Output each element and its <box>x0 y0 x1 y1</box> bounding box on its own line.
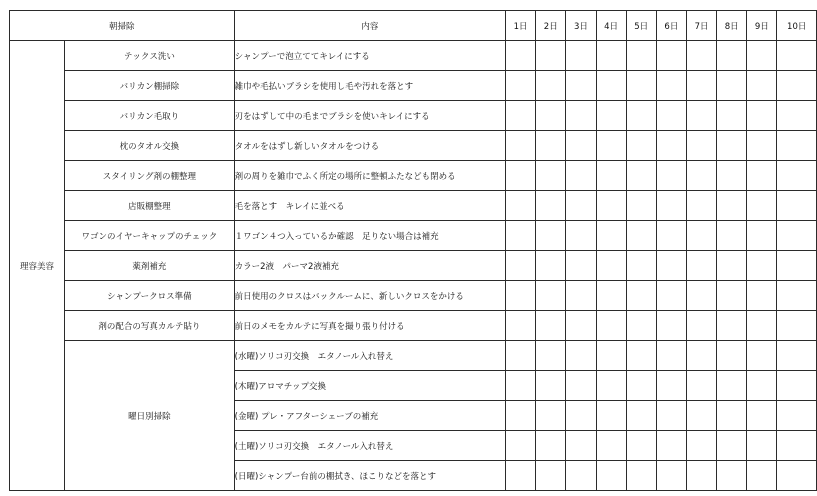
check-cell[interactable] <box>596 191 626 221</box>
check-cell[interactable] <box>536 281 566 311</box>
weekday-content: (日曜)シャンプー台前の棚拭き、ほこりなどを落とす <box>234 461 505 491</box>
check-cell[interactable] <box>506 161 536 191</box>
check-cell[interactable] <box>536 431 566 461</box>
check-cell[interactable] <box>506 251 536 281</box>
check-cell[interactable] <box>686 341 716 371</box>
check-cell[interactable] <box>596 281 626 311</box>
check-cell[interactable] <box>777 341 817 371</box>
check-cell[interactable] <box>626 41 656 71</box>
check-cell[interactable] <box>656 431 686 461</box>
check-cell[interactable] <box>747 371 777 401</box>
check-cell[interactable] <box>747 71 777 101</box>
header-day-4: 4日 <box>596 11 626 41</box>
task-name: バリカン毛取り <box>65 101 235 131</box>
check-cell[interactable] <box>596 431 626 461</box>
check-cell[interactable] <box>686 311 716 341</box>
task-name: 薬剤補充 <box>65 251 235 281</box>
check-cell[interactable] <box>626 311 656 341</box>
check-cell[interactable] <box>596 251 626 281</box>
check-cell[interactable] <box>566 461 596 491</box>
header-day-5: 5日 <box>626 11 656 41</box>
check-cell[interactable] <box>717 341 747 371</box>
check-cell[interactable] <box>656 371 686 401</box>
header-day-8: 8日 <box>717 11 747 41</box>
check-cell[interactable] <box>656 131 686 161</box>
check-cell[interactable] <box>747 281 777 311</box>
weekday-content: (金曜) プレ・アフターシェーブの補充 <box>234 401 505 431</box>
check-cell[interactable] <box>626 161 656 191</box>
check-cell[interactable] <box>686 191 716 221</box>
check-cell[interactable] <box>536 251 566 281</box>
check-cell[interactable] <box>656 281 686 311</box>
task-name: 剤の配合の写真カルテ貼り <box>65 311 235 341</box>
check-cell[interactable] <box>656 101 686 131</box>
check-cell[interactable] <box>506 311 536 341</box>
check-cell[interactable] <box>536 131 566 161</box>
check-cell[interactable] <box>777 191 817 221</box>
check-cell[interactable] <box>686 41 716 71</box>
check-cell[interactable] <box>747 131 777 161</box>
weekday-content: (木曜)アロマチップ交換 <box>234 371 505 401</box>
check-cell[interactable] <box>777 131 817 161</box>
check-cell[interactable] <box>536 401 566 431</box>
check-cell[interactable] <box>626 131 656 161</box>
check-cell[interactable] <box>717 251 747 281</box>
check-cell[interactable] <box>656 41 686 71</box>
task-name: ワゴンのイヤーキャップのチェック <box>65 221 235 251</box>
task-name-weekday: 曜日別掃除 <box>65 341 235 491</box>
check-cell[interactable] <box>656 161 686 191</box>
check-cell[interactable] <box>566 401 596 431</box>
table-row <box>10 281 817 311</box>
check-cell[interactable] <box>686 221 716 251</box>
check-cell[interactable] <box>747 311 777 341</box>
table-row <box>10 161 817 191</box>
check-cell[interactable] <box>536 311 566 341</box>
check-cell[interactable] <box>626 101 656 131</box>
check-cell[interactable] <box>686 101 716 131</box>
check-cell[interactable] <box>656 311 686 341</box>
check-cell[interactable] <box>686 431 716 461</box>
check-cell[interactable] <box>536 71 566 101</box>
check-cell[interactable] <box>566 191 596 221</box>
check-cell[interactable] <box>596 71 626 101</box>
check-cell[interactable] <box>566 71 596 101</box>
check-cell[interactable] <box>596 371 626 401</box>
header-content: 内容 <box>234 11 505 41</box>
task-content: シャンプーで泡立ててキレイにする <box>234 41 505 71</box>
check-cell[interactable] <box>626 401 656 431</box>
cleaning-checklist-table <box>9 10 817 491</box>
check-cell[interactable] <box>566 221 596 251</box>
check-cell[interactable] <box>747 341 777 371</box>
check-cell[interactable] <box>596 131 626 161</box>
check-cell[interactable] <box>506 371 536 401</box>
check-cell[interactable] <box>656 401 686 431</box>
table-row <box>10 131 817 161</box>
task-name: 枕のタオル交換 <box>65 131 235 161</box>
header-day-2: 2日 <box>536 11 566 41</box>
header-day-6: 6日 <box>656 11 686 41</box>
table-row <box>10 251 817 281</box>
table-row <box>10 341 817 371</box>
header-day-10: 10日 <box>777 11 817 41</box>
check-cell[interactable] <box>717 401 747 431</box>
header-day-9: 9日 <box>747 11 777 41</box>
task-name: スタイリング剤の棚整理 <box>65 161 235 191</box>
check-cell[interactable] <box>566 341 596 371</box>
task-content: 前日のメモをカルテに写真を撮り張り付ける <box>234 311 505 341</box>
check-cell[interactable] <box>506 131 536 161</box>
check-cell[interactable] <box>656 251 686 281</box>
check-cell[interactable] <box>536 101 566 131</box>
check-cell[interactable] <box>686 401 716 431</box>
task-name: シャンプークロス準備 <box>65 281 235 311</box>
header-row <box>10 11 817 41</box>
check-cell[interactable] <box>596 401 626 431</box>
header-day-7: 7日 <box>686 11 716 41</box>
check-cell[interactable] <box>777 461 817 491</box>
check-cell[interactable] <box>656 221 686 251</box>
check-cell[interactable] <box>566 431 596 461</box>
check-cell[interactable] <box>777 161 817 191</box>
task-name: 店販棚整理 <box>65 191 235 221</box>
check-cell[interactable] <box>626 71 656 101</box>
table-row <box>10 101 817 131</box>
task-name: テックス洗い <box>65 41 235 71</box>
check-cell[interactable] <box>626 281 656 311</box>
header-day-1: 1日 <box>506 11 536 41</box>
check-cell[interactable] <box>717 281 747 311</box>
check-cell[interactable] <box>686 251 716 281</box>
check-cell[interactable] <box>717 221 747 251</box>
check-cell[interactable] <box>747 401 777 431</box>
check-cell[interactable] <box>626 251 656 281</box>
check-cell[interactable] <box>747 461 777 491</box>
check-cell[interactable] <box>717 311 747 341</box>
check-cell[interactable] <box>777 101 817 131</box>
check-cell[interactable] <box>596 221 626 251</box>
check-cell[interactable] <box>777 251 817 281</box>
weekday-content: (土曜)ソリコ刃交換 エタノール入れ替え <box>234 431 505 461</box>
check-cell[interactable] <box>717 191 747 221</box>
check-cell[interactable] <box>536 461 566 491</box>
check-cell[interactable] <box>717 371 747 401</box>
check-cell[interactable] <box>596 461 626 491</box>
check-cell[interactable] <box>536 221 566 251</box>
header-day-3: 3日 <box>566 11 596 41</box>
check-cell[interactable] <box>626 371 656 401</box>
check-cell[interactable] <box>747 431 777 461</box>
check-cell[interactable] <box>747 101 777 131</box>
task-name: バリカン棚掃除 <box>65 71 235 101</box>
check-cell[interactable] <box>506 41 536 71</box>
check-cell[interactable] <box>747 161 777 191</box>
check-cell[interactable] <box>506 71 536 101</box>
check-cell[interactable] <box>506 101 536 131</box>
check-cell[interactable] <box>777 71 817 101</box>
check-cell[interactable] <box>717 101 747 131</box>
table-row <box>10 311 817 341</box>
check-cell[interactable] <box>596 41 626 71</box>
check-cell[interactable] <box>686 161 716 191</box>
check-cell[interactable] <box>717 71 747 101</box>
check-cell[interactable] <box>596 341 626 371</box>
check-cell[interactable] <box>686 281 716 311</box>
check-cell[interactable] <box>596 101 626 131</box>
table-row <box>10 221 817 251</box>
check-cell[interactable] <box>656 341 686 371</box>
table-row <box>10 71 817 101</box>
check-cell[interactable] <box>747 221 777 251</box>
check-cell[interactable] <box>747 191 777 221</box>
check-cell[interactable] <box>596 161 626 191</box>
task-content: タオルをはずし新しいタオルをつける <box>234 131 505 161</box>
check-cell[interactable] <box>626 461 656 491</box>
check-cell[interactable] <box>686 371 716 401</box>
check-cell[interactable] <box>506 191 536 221</box>
check-cell[interactable] <box>777 431 817 461</box>
check-cell[interactable] <box>506 431 536 461</box>
check-cell[interactable] <box>536 191 566 221</box>
check-cell[interactable] <box>686 131 716 161</box>
check-cell[interactable] <box>777 311 817 341</box>
task-content: 刃をはずして中の毛までブラシを使いキレイにする <box>234 101 505 131</box>
check-cell[interactable] <box>626 431 656 461</box>
check-cell[interactable] <box>656 191 686 221</box>
check-cell[interactable] <box>777 41 817 71</box>
check-cell[interactable] <box>506 281 536 311</box>
check-cell[interactable] <box>747 251 777 281</box>
check-cell[interactable] <box>506 341 536 371</box>
check-cell[interactable] <box>566 101 596 131</box>
check-cell[interactable] <box>536 371 566 401</box>
check-cell[interactable] <box>596 311 626 341</box>
check-cell[interactable] <box>626 191 656 221</box>
check-cell[interactable] <box>566 371 596 401</box>
check-cell[interactable] <box>717 161 747 191</box>
check-cell[interactable] <box>626 341 656 371</box>
task-content: 剤の周りを雑巾でふく所定の場所に整頓ふたなども閉める <box>234 161 505 191</box>
check-cell[interactable] <box>506 461 536 491</box>
check-cell[interactable] <box>566 41 596 71</box>
check-cell[interactable] <box>626 221 656 251</box>
header-category: 朝掃除 <box>10 11 235 41</box>
task-content: 雑巾や毛払いブラシを使用し毛や汚れを落とす <box>234 71 505 101</box>
task-content: 毛を落とす キレイに並べる <box>234 191 505 221</box>
check-cell[interactable] <box>566 311 596 341</box>
table-row <box>10 41 817 71</box>
check-cell[interactable] <box>656 461 686 491</box>
check-cell[interactable] <box>777 401 817 431</box>
check-cell[interactable] <box>536 341 566 371</box>
check-cell[interactable] <box>566 161 596 191</box>
check-cell[interactable] <box>717 131 747 161</box>
weekday-content: (水曜)ソリコ刃交換 エタノール入れ替え <box>234 341 505 371</box>
check-cell[interactable] <box>717 41 747 71</box>
check-cell[interactable] <box>506 221 536 251</box>
check-cell[interactable] <box>686 461 716 491</box>
check-cell[interactable] <box>777 281 817 311</box>
check-cell[interactable] <box>717 461 747 491</box>
category-cell: 理容美容 <box>10 41 65 491</box>
check-cell[interactable] <box>686 71 716 101</box>
check-cell[interactable] <box>777 221 817 251</box>
check-cell[interactable] <box>506 401 536 431</box>
table-body <box>10 41 817 491</box>
task-content: カラー2液 パーマ2液補充 <box>234 251 505 281</box>
check-cell[interactable] <box>656 71 686 101</box>
check-cell[interactable] <box>536 41 566 71</box>
table-row <box>10 191 817 221</box>
check-cell[interactable] <box>777 371 817 401</box>
check-cell[interactable] <box>566 281 596 311</box>
check-cell[interactable] <box>536 161 566 191</box>
check-cell[interactable] <box>566 131 596 161</box>
check-cell[interactable] <box>717 431 747 461</box>
check-cell[interactable] <box>566 251 596 281</box>
task-content: 前日使用のクロスはバックルームに、新しいクロスをかける <box>234 281 505 311</box>
check-cell[interactable] <box>747 41 777 71</box>
task-content: １ワゴン４つ入っているか確認 足りない場合は補充 <box>234 221 505 251</box>
